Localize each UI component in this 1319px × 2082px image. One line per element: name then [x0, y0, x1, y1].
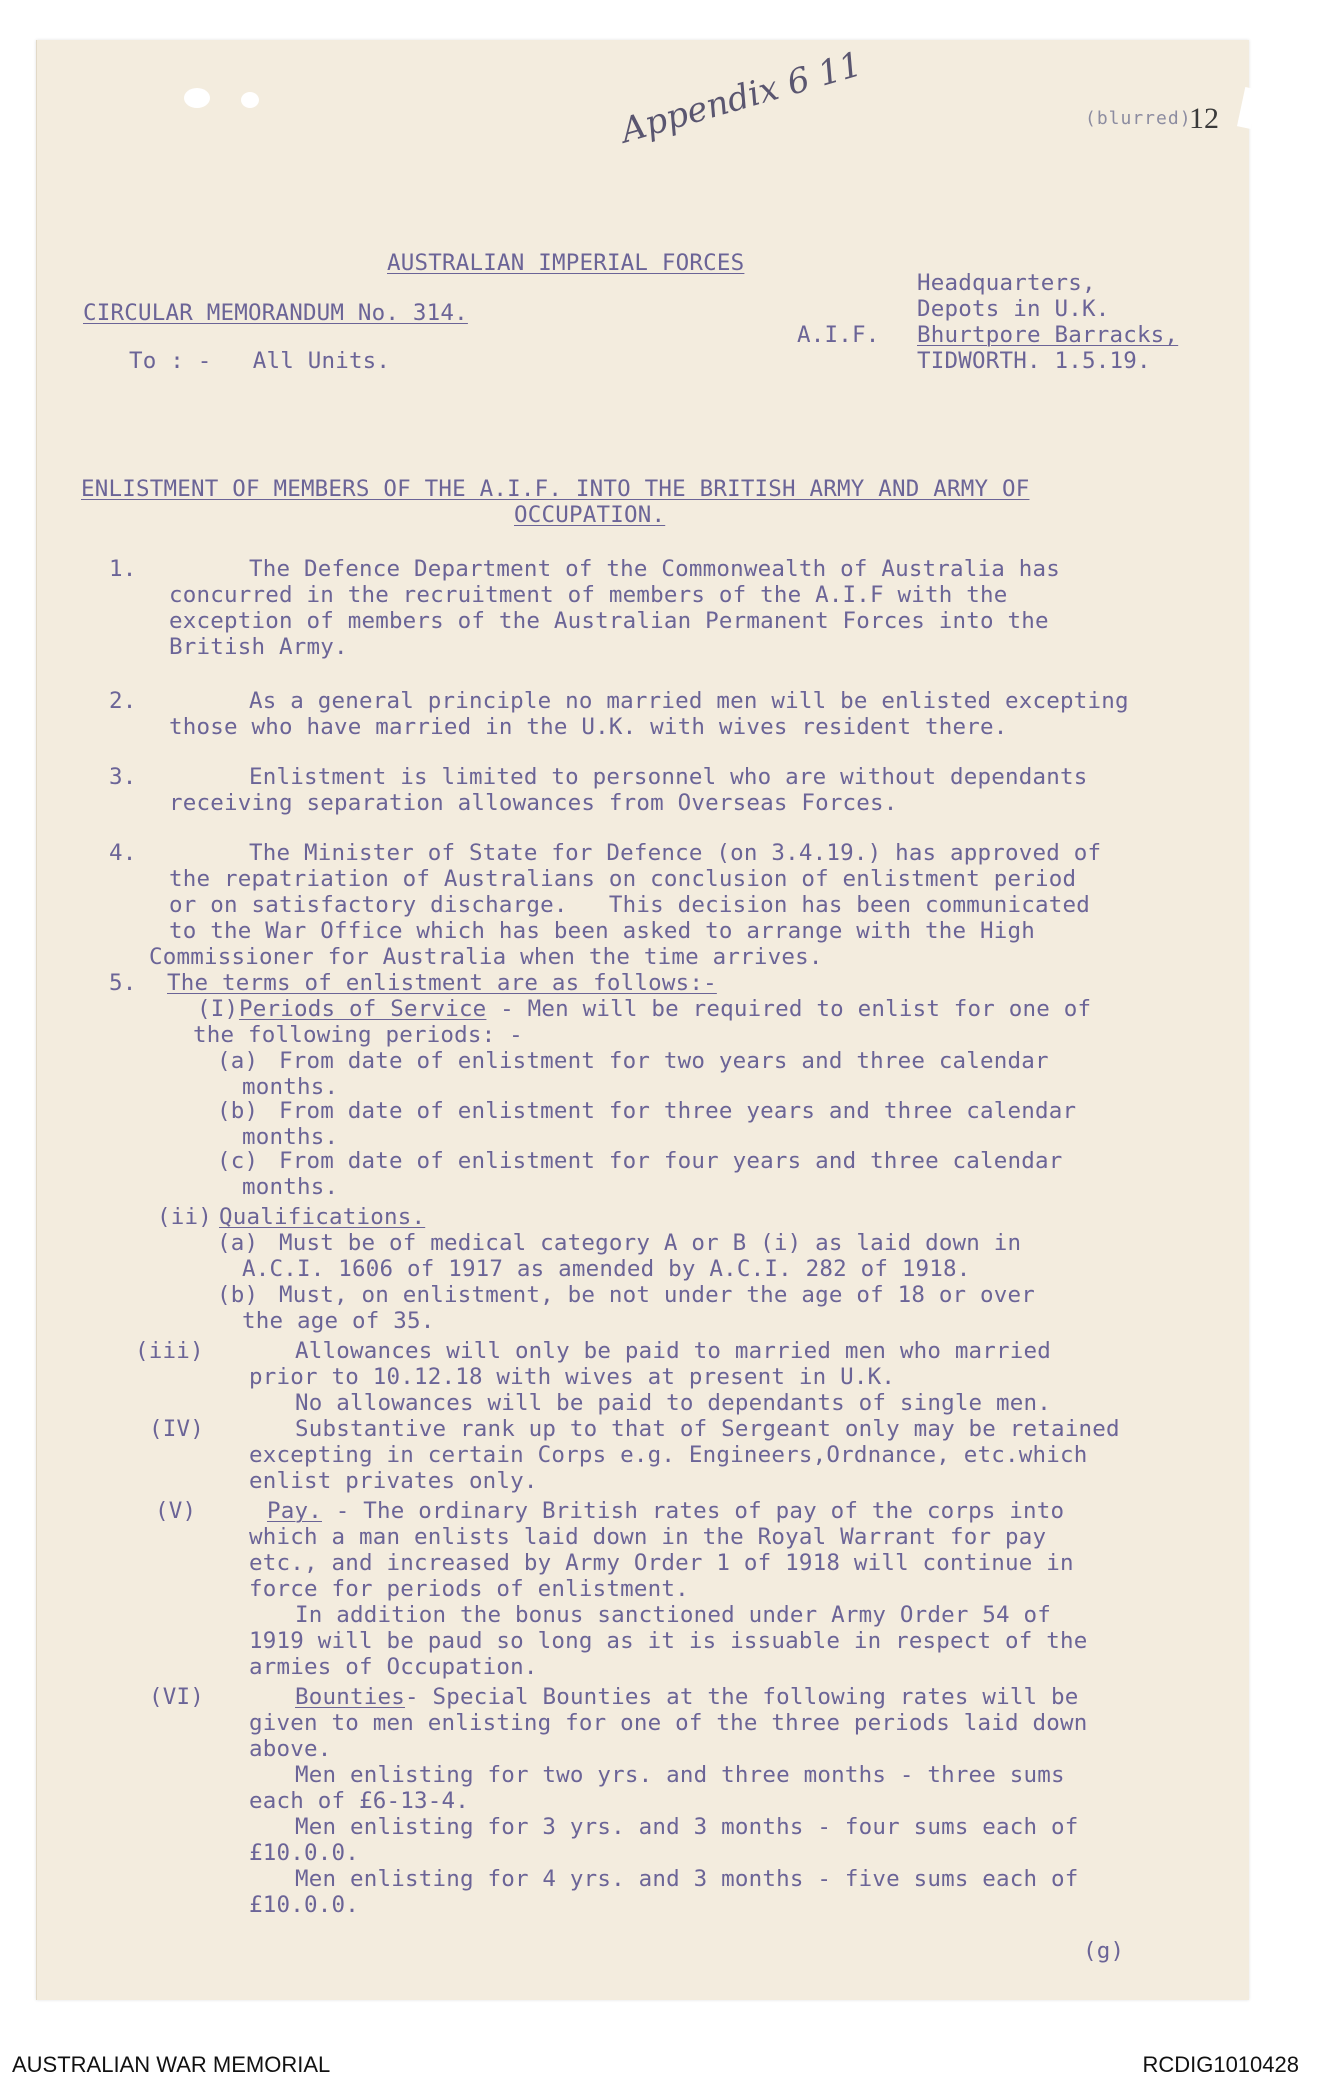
section-heading: Qualifications.: [219, 1204, 426, 1230]
paragraph-line: exception of members of the Australian Permanent Forces into the: [169, 608, 1049, 634]
item-line: From date of enlistment for three years and three calendar: [279, 1098, 1077, 1124]
section-label: (I): [197, 996, 239, 1022]
item-line: months.: [242, 1174, 339, 1200]
punch-hole: [184, 88, 210, 108]
paragraph-line: to the War Office which has been asked to arrange with the High: [169, 918, 1036, 944]
item-line: months.: [242, 1124, 339, 1150]
section-line: Men enlisting for two yrs. and three months - three sums: [295, 1762, 1065, 1788]
section-line: given to men enlisting for one of the three periods laid down: [249, 1710, 1088, 1736]
section-line: [267, 1500, 1064, 1523]
section-line: which a man enlists laid down in the Royal Warrant for pay: [249, 1524, 1047, 1550]
section-line: force for periods of enlistment.: [249, 1576, 689, 1602]
aif-label: A.I.F.: [797, 322, 880, 348]
item-line: Must be of medical category A or B (i) as laid down in: [279, 1230, 1022, 1256]
archive-reference: RCDIG1010428: [1142, 2052, 1299, 2077]
section-label: (V): [155, 1498, 197, 1524]
item-line: From date of enlistment for four years and three calendar: [279, 1148, 1063, 1174]
item-label: (b): [217, 1282, 259, 1308]
section-label: (iii): [135, 1338, 204, 1364]
paragraph-line: The terms of enlistment are as follows:-: [167, 970, 717, 996]
paragraph-line: or on satisfactory discharge. This decision has been communicated: [169, 892, 1090, 918]
paragraph-number: 3.: [109, 764, 137, 790]
section-heading: Bounties: [295, 1684, 405, 1710]
section-line: No allowances will be paid to dependants of single men.: [295, 1390, 1052, 1416]
item-label: (a): [217, 1048, 259, 1074]
paragraph-number: 4.: [109, 840, 137, 866]
section-line: the following periods: -: [193, 1022, 523, 1048]
paragraph-line: receiving separation allowances from Overseas Forces.: [169, 790, 898, 816]
section-heading: Periods of Service: [239, 996, 487, 1022]
section-line: enlist privates only.: [249, 1468, 538, 1494]
document-page: [36, 40, 1249, 2000]
paragraph-line: Commissioner for Australia when the time arrives.: [149, 944, 823, 970]
page-number: 12: [1189, 102, 1219, 135]
section-line: each of £6-13-4.: [249, 1788, 469, 1814]
address-line: Depots in U.K.: [917, 296, 1110, 322]
section-line: armies of Occupation.: [249, 1654, 538, 1680]
item-line: the age of 35.: [242, 1308, 435, 1334]
paragraph-line: the repatriation of Australians on conclusion of enlistment period: [169, 866, 1077, 892]
section-line: 1919 will be paud so long as it is issuable in respect of the: [249, 1628, 1088, 1654]
item-label: (a): [217, 1230, 259, 1256]
section-heading: Pay.: [267, 1498, 322, 1524]
torn-corner: [1237, 87, 1259, 129]
subject-line: ENLISTMENT OF MEMBERS OF THE A.I.F. INTO THE BRITISH ARMY AND ARMY OF: [81, 476, 1030, 502]
section-line: Men enlisting for 3 yrs. and 3 months - four sums each of: [295, 1814, 1079, 1840]
section-line: Allowances will only be paid to married men who married: [295, 1338, 1052, 1364]
item-line: Must, on enlistment, be not under the age of 18 or over: [279, 1282, 1036, 1308]
paragraph-number: 5.: [109, 970, 137, 996]
section-line: above.: [249, 1736, 332, 1762]
item-label: (c): [217, 1148, 259, 1174]
memo-number: CIRCULAR MEMORANDUM No. 314.: [83, 300, 468, 326]
paragraph-line: The Minister of State for Defence (on 3.4.19.) has approved of: [249, 840, 1102, 866]
section-line: excepting in certain Corps e.g. Engineers,Ordnance, etc.which: [249, 1442, 1088, 1468]
item-label: (b): [217, 1098, 259, 1124]
paragraph-number: 2.: [109, 688, 137, 714]
section-label: (IV): [149, 1416, 204, 1442]
section-label: (ii): [157, 1204, 212, 1230]
paragraph-line: concurred in the recruitment of members of the A.I.F with the: [169, 582, 1008, 608]
item-line: months.: [242, 1074, 339, 1100]
section-line: Substantive rank up to that of Sergeant only may be retained: [295, 1416, 1120, 1442]
section-label: (VI): [149, 1684, 204, 1710]
section-line: Men enlisting for 4 yrs. and 3 months - five sums each of: [295, 1866, 1079, 1892]
paragraph-line: The Defence Department of the Commonwealth of Australia has: [249, 556, 1061, 582]
paragraph-line: Enlistment is limited to personnel who are without dependants: [249, 764, 1088, 790]
paragraph-line: As a general principle no married men will be enlisted excepting: [249, 688, 1129, 714]
section-line: In addition the bonus sanctioned under Army Order 54 of: [295, 1602, 1052, 1628]
section-line: [295, 1686, 1079, 1709]
item-line: From date of enlistment for two years and three calendar: [279, 1048, 1049, 1074]
section-line: [239, 998, 1091, 1021]
section-text: - Men will be required to enlist for one of: [486, 996, 1092, 1022]
paragraph-number: 1.: [109, 556, 137, 582]
address-line: Headquarters,: [917, 270, 1096, 296]
section-text: - Special Bounties at the following rates will be: [404, 1684, 1079, 1710]
section-line: etc., and increased by Army Order 1 of 1918 will continue in: [249, 1550, 1074, 1576]
subject-line: OCCUPATION.: [514, 502, 666, 528]
address-line: Bhurtpore Barracks,: [917, 322, 1179, 348]
section-line: £10.0.0.: [249, 1840, 359, 1866]
section-line: £10.0.0.: [249, 1892, 359, 1918]
item-line: A.C.I. 1606 of 1917 as amended by A.C.I. 282 of 1918.: [242, 1256, 971, 1282]
section-line: prior to 10.12.18 with wives at present in U.K.: [249, 1364, 896, 1390]
document-title: AUSTRALIAN IMPERIAL FORCES: [387, 250, 745, 276]
archive-name: AUSTRALIAN WAR MEMORIAL: [12, 2052, 331, 2077]
paragraph-line: British Army.: [169, 634, 348, 660]
continuation-marker: (g): [1083, 1938, 1125, 1964]
memo-recipient: To : - All Units.: [129, 348, 391, 374]
handwritten-annotation: Appendix 6 11: [616, 44, 867, 152]
punch-hole: [241, 92, 259, 108]
stamp-mark: (blurred): [1085, 108, 1192, 129]
section-text: - The ordinary British rates of pay of the corps into: [322, 1498, 1065, 1524]
address-line: TIDWORTH. 1.5.19.: [917, 348, 1151, 374]
paragraph-line: those who have married in the U.K. with wives resident there.: [169, 714, 1008, 740]
